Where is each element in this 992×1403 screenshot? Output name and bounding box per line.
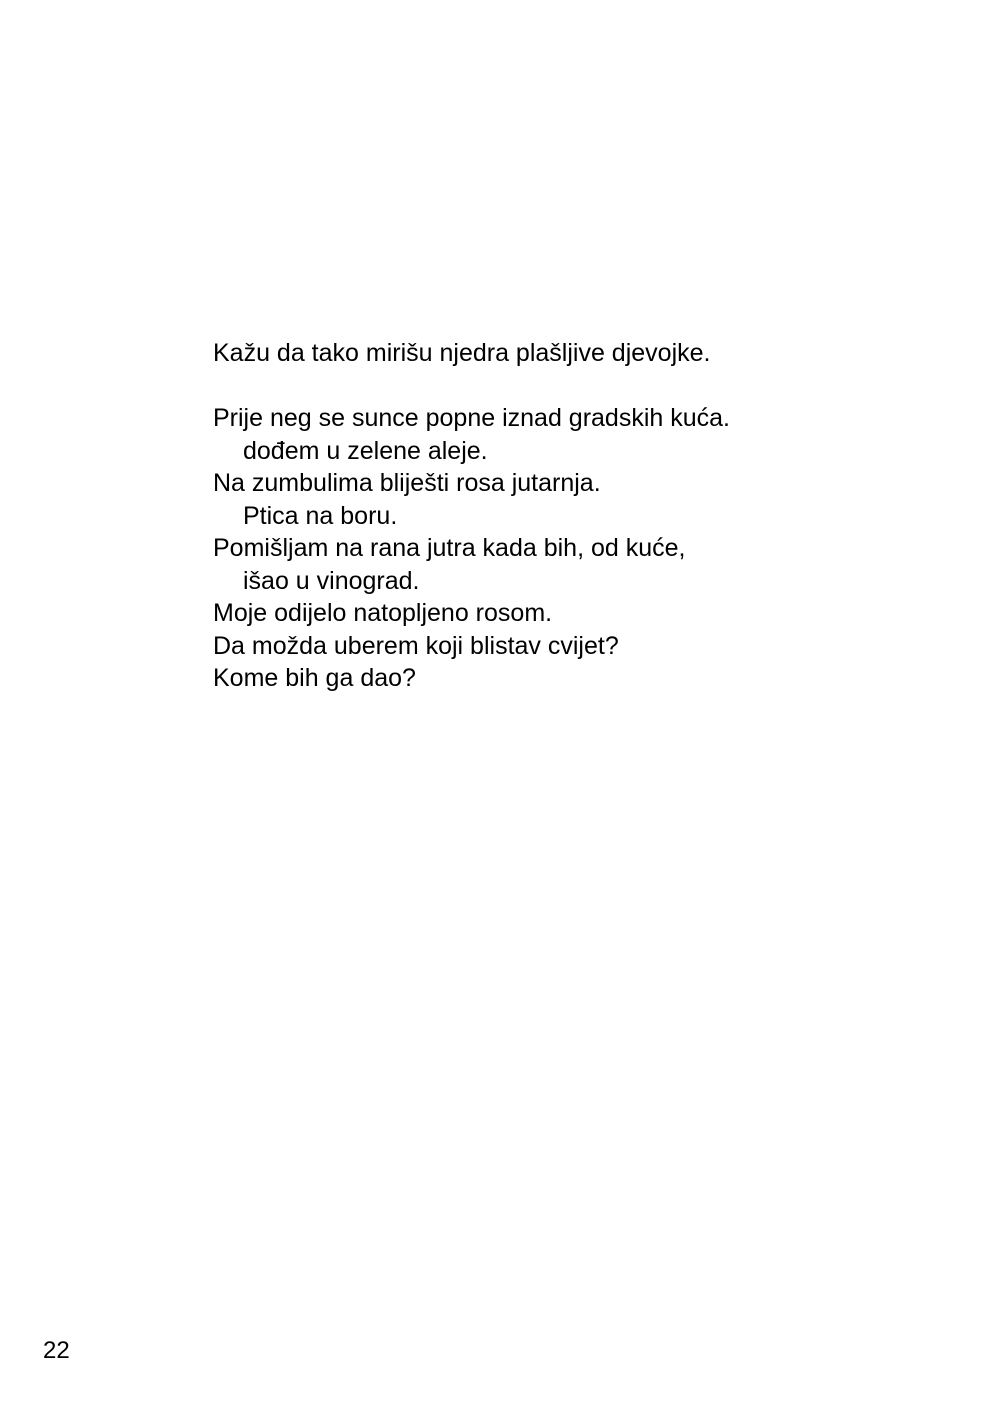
poem-line: Kome bih ga dao?	[213, 664, 416, 692]
poem-line-indented: išao u vinograd.	[243, 566, 420, 595]
poem-line: Prije neg se sunce popne iznad gradskih kuća.	[213, 404, 730, 432]
poem-line-indented: Ptica na boru.	[243, 501, 398, 530]
poem-line: Moje odijelo natopljeno rosom.	[213, 599, 553, 627]
poem-line: Pomišljam na rana jutra kada bih, od kuće,	[213, 534, 686, 562]
page-number: 22	[43, 1337, 70, 1364]
poem-line: Da možda uberem koji blistav cvijet?	[213, 631, 619, 660]
poem-line-indented: dođem u zelene aleje.	[243, 436, 488, 465]
stanza-break	[213, 370, 913, 403]
poem-text-block	[213, 337, 913, 695]
poem-line: Kažu da tako mirišu njedra plašljive djevojke.	[213, 339, 711, 367]
poem-line: Na zumbulima bliješti rosa jutarnja.	[213, 469, 601, 497]
